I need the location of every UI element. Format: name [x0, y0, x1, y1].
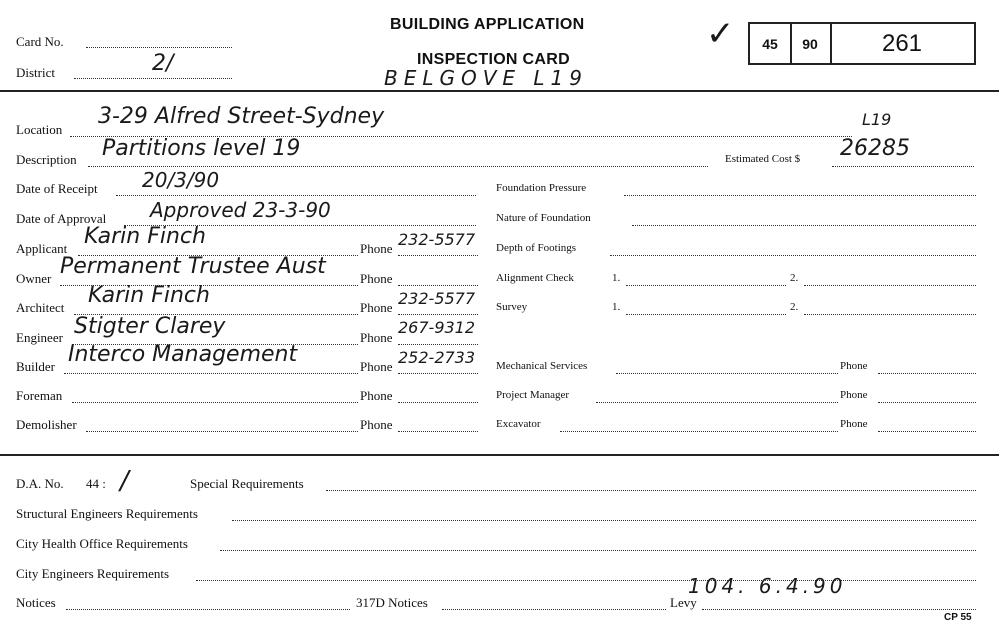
builder-value: Interco Management: [68, 342, 298, 367]
architect-value: Karin Finch: [88, 283, 210, 308]
special-requirements-label: Special Requirements: [190, 476, 304, 491]
demolisher-phone-field: [398, 431, 478, 432]
location-label: Location: [16, 122, 63, 137]
owner-phone-label: Phone: [360, 271, 393, 286]
applicant-phone-field: [398, 255, 478, 256]
demolisher-field: [86, 431, 358, 432]
date-receipt-field: [116, 195, 476, 196]
ref-cell-2: 90: [790, 24, 832, 63]
nature-foundation-field: [632, 225, 976, 226]
reference-box: [748, 22, 976, 65]
excavator-label: Excavator: [496, 418, 541, 430]
estimated-cost-label: Estimated Cost $: [725, 153, 801, 165]
foundation-pressure-field: [624, 195, 976, 196]
survey-num1: 1.: [612, 301, 621, 313]
engineer-label: Engineer: [16, 330, 63, 345]
notices-label: Notices: [16, 595, 56, 610]
applicant-phone-value: 232-5577: [398, 230, 476, 249]
owner-value: Permanent Trustee Aust: [60, 254, 326, 279]
project-manager-field: [596, 402, 838, 403]
section-divider: [0, 454, 999, 456]
levy-field: [702, 609, 976, 610]
notices-field: [66, 609, 350, 610]
project-manager-label: Project Manager: [496, 389, 569, 401]
district-value: 2/: [152, 51, 174, 76]
excavator-field: [560, 431, 838, 432]
architect-phone-field: [398, 314, 478, 315]
card-no-label: Card No.: [16, 34, 64, 49]
mechanical-services-field: [616, 373, 838, 374]
levy-value: 104. 6.4.90: [688, 574, 847, 598]
alignment-field-2: [804, 285, 976, 286]
description-value: Partitions level 19: [102, 136, 301, 161]
header-divider: [0, 90, 999, 92]
form-title-line1: BUILDING APPLICATION: [390, 16, 585, 33]
depth-footings-label: Depth of Footings: [496, 242, 577, 254]
district-field: [74, 78, 232, 79]
survey-field-1: [626, 314, 786, 315]
levy-label: Levy: [670, 595, 697, 610]
applicant-value: Karin Finch: [84, 224, 206, 249]
da-number-prefix: 44 :: [86, 476, 106, 491]
builder-label: Builder: [16, 359, 55, 374]
description-label: Description: [16, 152, 77, 167]
excavator-phone-label: Phone: [840, 418, 868, 430]
builder-phone-field: [398, 373, 478, 374]
survey-field-2: [804, 314, 976, 315]
demolisher-phone-label: Phone: [360, 417, 393, 432]
date-approval-label: Date of Approval: [16, 211, 107, 226]
engineer-phone-label: Phone: [360, 330, 393, 345]
foreman-field: [72, 402, 358, 403]
nature-foundation-label: Nature of Foundation: [496, 212, 591, 224]
notices-317d-field: [442, 609, 666, 610]
city-engineers-field: [196, 580, 976, 581]
engineer-phone-value: 267-9312: [398, 318, 476, 337]
notices-317d-label: 317D Notices: [356, 595, 428, 610]
da-number-value: /: [120, 466, 129, 496]
builder-field: [64, 373, 358, 374]
mechanical-services-label: Mechanical Services: [496, 360, 588, 372]
city-health-label: City Health Office Requirements: [16, 536, 188, 551]
foreman-label: Foreman: [16, 388, 63, 403]
check-mark: ✓: [706, 14, 735, 54]
owner-label: Owner: [16, 271, 52, 286]
date-receipt-label: Date of Receipt: [16, 181, 98, 196]
alignment-check-label: Alignment Check: [496, 272, 574, 284]
alignment-num2: 2.: [790, 272, 799, 284]
foreman-phone-label: Phone: [360, 388, 393, 403]
form-title-line2: INSPECTION CARD: [417, 51, 570, 68]
engineer-value: Stigter Clarey: [74, 314, 226, 339]
structural-engineers-field: [232, 520, 976, 521]
ref-cell-number: 261: [881, 29, 923, 57]
mechanical-phone-label: Phone: [840, 360, 868, 372]
project-manager-phone-label: Phone: [840, 389, 868, 401]
location-note: L19: [862, 110, 892, 129]
structural-engineers-label: Structural Engineers Requirements: [16, 506, 198, 521]
demolisher-label: Demolisher: [16, 417, 77, 432]
survey-label: Survey: [496, 301, 528, 313]
architect-phone-value: 232-5577: [398, 289, 476, 308]
alignment-field-1: [626, 285, 786, 286]
city-health-field: [220, 550, 976, 551]
form-code: CP 55: [944, 612, 972, 623]
special-requirements-field: [326, 490, 976, 491]
applicant-phone-label: Phone: [360, 241, 393, 256]
district-label: District: [16, 65, 55, 80]
estimated-cost-field: [832, 166, 974, 167]
city-engineers-label: City Engineers Requirements: [16, 566, 170, 581]
alignment-num1: 1.: [612, 272, 621, 284]
description-field: [88, 166, 708, 167]
engineer-phone-field: [398, 344, 478, 345]
survey-num2: 2.: [790, 301, 799, 313]
architect-label: Architect: [16, 300, 65, 315]
architect-phone-label: Phone: [360, 300, 393, 315]
da-number-label: D.A. No.: [16, 476, 64, 491]
foreman-phone-field: [398, 402, 478, 403]
card-no-field: [86, 47, 232, 48]
builder-phone-value: 252-2733: [398, 348, 476, 367]
location-value: 3-29 Alfred Street-Sydney: [98, 104, 385, 129]
excavator-phone-field: [878, 431, 976, 432]
owner-phone-field: [398, 285, 478, 286]
builder-phone-label: Phone: [360, 359, 393, 374]
handwritten-note: BELGOVE L19: [384, 66, 589, 90]
date-receipt-value: 20/3/90: [142, 168, 220, 192]
ref-cell-1: 45: [750, 24, 792, 63]
foundation-pressure-label: Foundation Pressure: [496, 182, 587, 194]
date-approval-value: Approved 23-3-90: [150, 198, 331, 222]
mechanical-phone-field: [878, 373, 976, 374]
depth-footings-field: [610, 255, 976, 256]
applicant-label: Applicant: [16, 241, 68, 256]
project-manager-phone-field: [878, 402, 976, 403]
estimated-cost-value: 26285: [840, 136, 910, 161]
